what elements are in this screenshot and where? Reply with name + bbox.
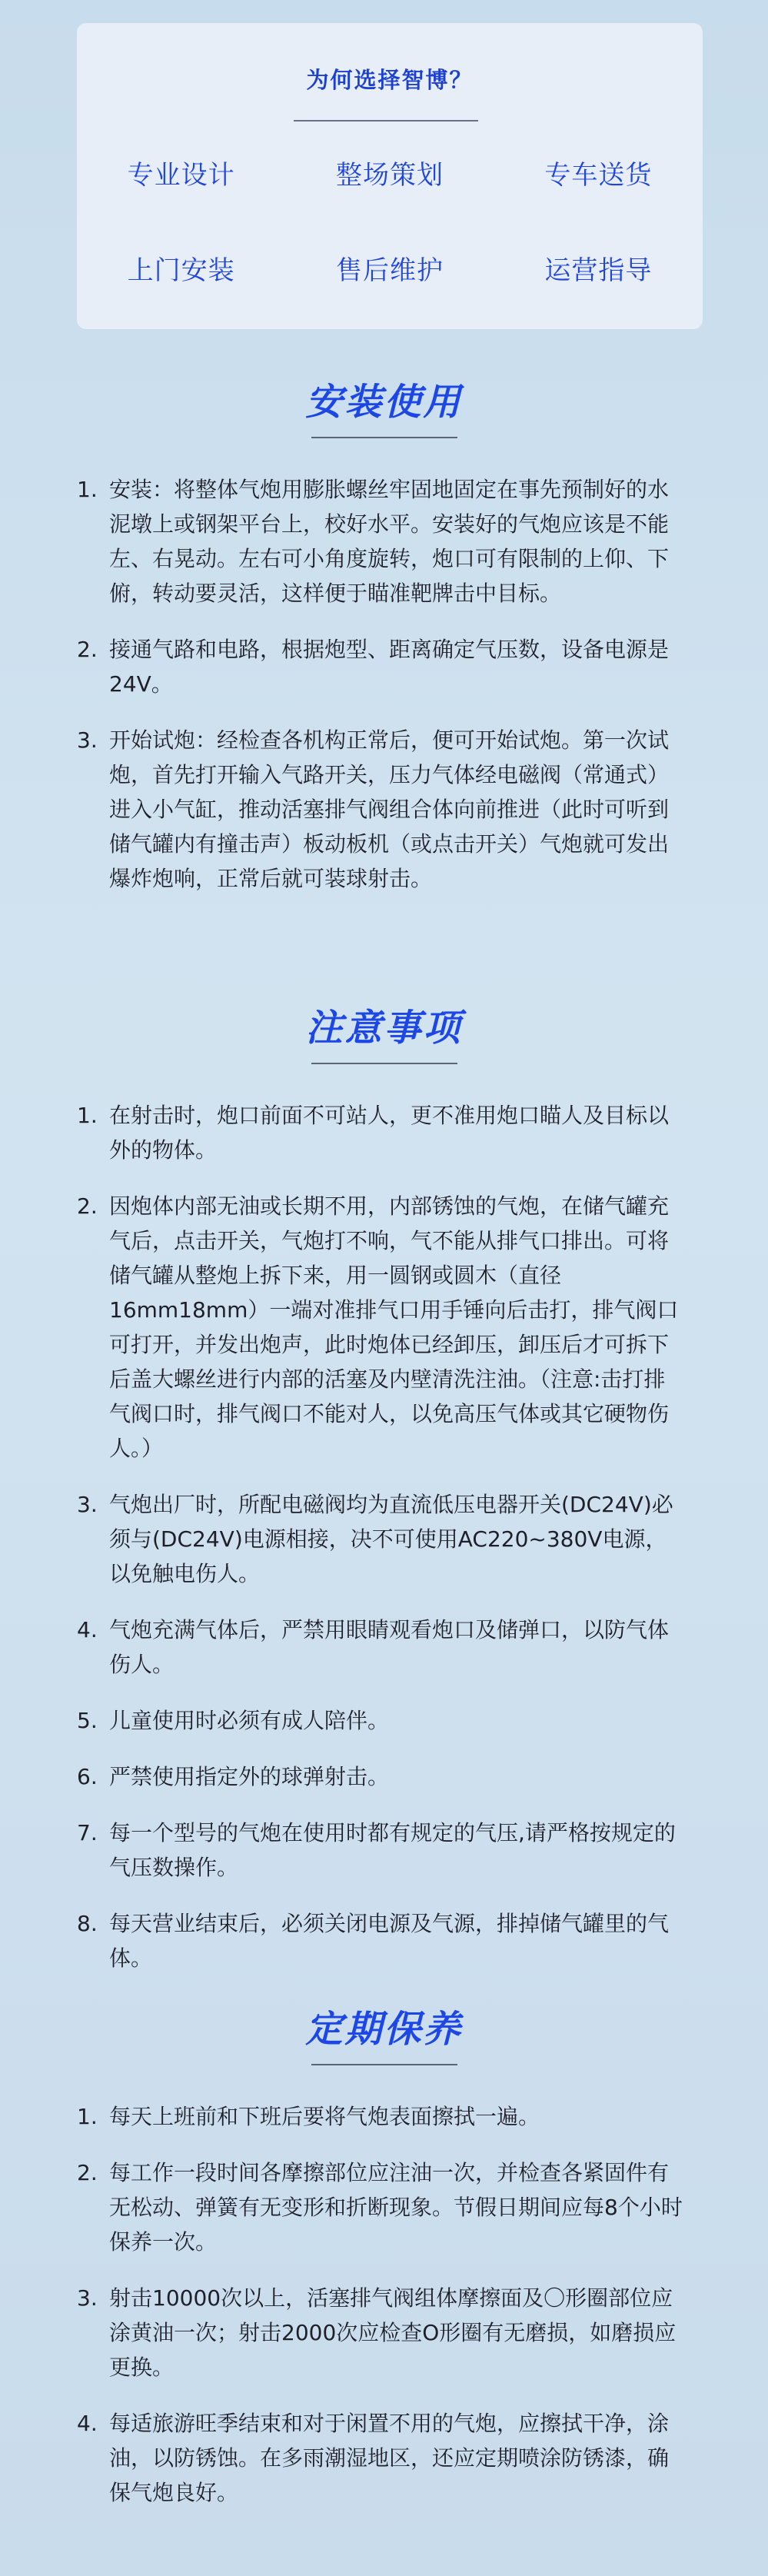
item-text: 每天上班前和下班后要将气炮表面擦拭一遍。: [109, 2104, 540, 2129]
item-text: 因炮体内部无油或长期不用，内部锈蚀的气炮，在储气罐充气后，点击开关，气炮打不响，气不能从排气口排出。可将储气罐从整炮上拆下来，用一圆钢或圆木（直径16mm18mm）一端对准排气口用手锤向后击打，排气阀口可打开，并发出炮声，此时炮体已经卸压，卸压后才可拆下后盖大螺丝进行内部的活塞及内壁清洗注油。（注意:击打排气阀口时，排气阀口不能对人，以免高压气体或其它硬物伤人。）: [109, 1193, 679, 1461]
item-text: 每工作一段时间各摩擦部位应注油一次，并检查各紧固件有无松动、弹簧有无变形和折断现象。节假日期间应每8个小时保养一次。: [109, 2160, 683, 2255]
install-list: [77, 472, 684, 917]
item-number: 5.: [77, 1708, 98, 1733]
item-number: 2.: [77, 2160, 98, 2185]
item-number: 1.: [77, 477, 98, 502]
list-item: [77, 1759, 684, 1794]
item-text: 接通气路和电路，根据炮型、距离确定气压数，设备电源是24V。: [109, 637, 670, 697]
item-number: 6.: [77, 1764, 98, 1789]
list-item: [77, 1487, 684, 1591]
item-number: 8.: [77, 1911, 98, 1936]
maintain-section-title: 定期保养: [305, 2008, 463, 2051]
list-item: [77, 1189, 684, 1466]
item-text: 每天营业结束后，必须关闭电源及气源，排掉储气罐里的气体。: [109, 1911, 670, 1971]
item-text: 安装：将整体气炮用膨胀螺丝牢固地固定在事先预制好的水泥墩上或钢架平台上，校好水平。安装好的气炮应该是不能左、右晃动。左右可小角度旋转，炮口可有限制的上仰、下俯，转动要灵活，这样便于瞄准靶牌击中目标。: [109, 477, 670, 606]
list-item: [77, 1816, 684, 1885]
item-text: 开始试炮：经检查各机构正常后，便可开始试炮。第一次试炮，首先打开输入气路开关，压力气体经电磁阀（常通式）进入小气缸，推动活塞排气阀组合体向前推进（此时可听到储气罐内有撞击声）板动板机（或点击开关）气炮就可发出爆炸炮响，正常后就可装球射击。: [109, 727, 670, 891]
list-item: [77, 1906, 684, 1975]
item-number: 3.: [77, 1492, 98, 1517]
why-item: 整场策划: [335, 160, 444, 191]
item-number: 3.: [77, 2285, 98, 2311]
item-text: 在射击时，炮口前面不可站人，更不准用炮口瞄人及目标以外的物体。: [109, 1103, 670, 1163]
item-number: 1.: [77, 2104, 98, 2129]
item-text: 每一个型号的气炮在使用时都有规定的气压,请严格按规定的气压数操作。: [109, 1820, 676, 1880]
list-item: [77, 1703, 684, 1738]
why-item: 上门安装: [127, 255, 235, 286]
list-item: [77, 1098, 684, 1167]
item-number: 1.: [77, 1103, 98, 1128]
item-text: 严禁使用指定外的球弹射击。: [109, 1764, 390, 1789]
notice-list: [77, 1098, 684, 1997]
item-text: 气炮充满气体后，严禁用眼睛观看炮口及储弹口，以防气体伤人。: [109, 1617, 670, 1677]
list-item: [77, 472, 684, 611]
item-number: 7.: [77, 1820, 98, 1845]
list-item: [77, 2406, 684, 2510]
item-text: 儿童使用时必须有成人陪伴。: [109, 1708, 390, 1733]
list-item: [77, 2099, 684, 2134]
item-number: 2.: [77, 1193, 98, 1219]
section-divider: [311, 1063, 457, 1064]
list-item: [77, 2281, 684, 2385]
install-section-title: 安装使用: [305, 381, 463, 424]
notice-section-title: 注意事项: [305, 1007, 463, 1050]
item-number: 4.: [77, 1617, 98, 1642]
maintain-list: [77, 2099, 684, 2531]
item-number: 4.: [77, 2411, 98, 2436]
why-choose-title: 为何选择智博？: [306, 67, 474, 93]
why-item: 专车送货: [544, 160, 653, 191]
item-number: 3.: [77, 727, 98, 753]
why-choose-grid: [77, 158, 703, 288]
why-choose-card: [77, 23, 703, 329]
why-item: 售后维护: [335, 255, 444, 286]
section-divider: [311, 2064, 457, 2065]
why-item: 专业设计: [127, 160, 235, 191]
list-item: [77, 1612, 684, 1682]
list-item: [77, 723, 684, 896]
title-divider: [294, 120, 478, 121]
list-item: [77, 2155, 684, 2259]
item-text: 气炮出厂时，所配电磁阀均为直流低压电器开关(DC24V)必须与(DC24V)电源相接，决不可使用AC220~380V电源，以免触电伤人。: [109, 1492, 673, 1586]
item-number: 2.: [77, 637, 98, 662]
section-divider: [311, 437, 457, 438]
item-text: 每适旅游旺季结束和对于闲置不用的气炮，应擦拭干净，涂油，以防锈蚀。在多雨潮湿地区，还应定期喷涂防锈漆，确保气炮良好。: [109, 2411, 670, 2505]
list-item: [77, 632, 684, 701]
item-text: 射击10000次以上，活塞排气阀组体摩擦面及〇形圈部位应涂黄油一次；射击2000次应检查O形圈有无磨损，如磨损应更换。: [109, 2285, 677, 2380]
why-item: 运营指导: [544, 255, 653, 286]
